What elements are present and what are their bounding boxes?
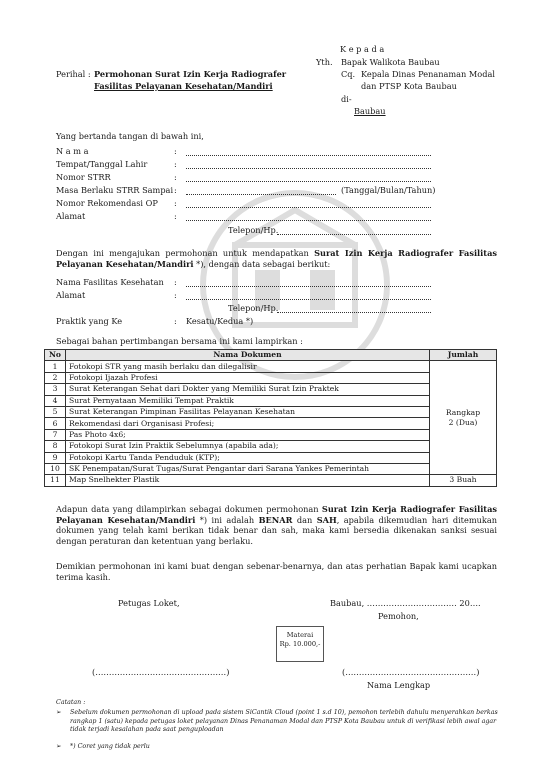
field-rekomendasi-blank[interactable]: [186, 200, 431, 208]
recipient-di: di-: [341, 94, 352, 104]
row-no: 1: [45, 361, 66, 372]
intro-text: Yang bertanda tangan di bawah ini,: [56, 131, 204, 141]
row-no: 4: [45, 395, 66, 406]
row-no: 5: [45, 406, 66, 417]
field-masa-suffix: (Tanggal/Bulan/Tahun): [341, 185, 436, 195]
field-masa-blank[interactable]: [186, 187, 336, 195]
last-qty-cell: 3 Buah: [430, 475, 497, 486]
rangkap-cell: [430, 361, 497, 475]
row-no: 8: [45, 441, 66, 452]
field-alamat2-colon: :: [174, 290, 177, 300]
petugas-signature-blank: (…………………………………………): [92, 667, 230, 677]
row-doc: Fotokopi STR yang masih berlaku dan dilegalisir: [66, 361, 430, 372]
perihal-label: Perihal :: [56, 69, 91, 79]
perihal-line1: Permohonan Surat Izin Kerja Radiografer: [94, 69, 287, 79]
note-2-text: *) Coret yang tidak perlu: [70, 743, 150, 750]
recipient-cq: Cq.: [341, 69, 356, 79]
city-date: Baubau, …………………………… 20….: [330, 598, 481, 608]
recipient-line3: dan PTSP Kota Baubau: [361, 81, 457, 91]
field-strr-colon: :: [174, 172, 177, 182]
row-doc: Rekomendasi dari Organisasi Profesi;: [66, 418, 430, 429]
row-doc: Fotokopi Surat Izin Praktik Sebelumnya (apabila ada);: [66, 441, 430, 452]
field-alamat-blank[interactable]: [186, 213, 431, 221]
col-no-header: No: [45, 350, 66, 361]
table-row: [45, 429, 497, 440]
petugas-label: Petugas Loket,: [118, 598, 180, 608]
recipient-kepada: K e p a d a: [340, 44, 385, 54]
statement-paragraph: Adapun data yang dilampirkan sebagai dokumen permohonan Surat Izin Kerja Radiografer Fasilitas Pelayanan Kesehatan/Mandiri *) ini adalah BENAR dan SAH, apabila dikemudian hari ditemukan dokumen yang telah kami berikan tidak benar dan sah, maka kami bersedia dikenakan sanksi sesuai dengan peraturan dan ketentuan yang berlaku.: [56, 504, 497, 546]
field-rekomendasi-label: Nomor Rekomendasi OP: [56, 198, 158, 208]
recipient-place: Baubau: [354, 106, 386, 116]
field-nama-colon: :: [174, 146, 177, 156]
row-doc: Pas Photo 4x6;: [66, 429, 430, 440]
table-header-row: [45, 350, 497, 361]
rangkap-line2: 2 (Dua): [448, 417, 478, 427]
row-doc: Fotokopi Ijazah Profesi: [66, 372, 430, 383]
table-row: [45, 406, 497, 417]
col-doc-header: Nama Dokumen: [66, 350, 430, 361]
table-row: [45, 463, 497, 474]
field-strr-label: Nomor STRR: [56, 172, 111, 182]
field-masa-colon: :: [174, 185, 177, 195]
rangkap-line1: Rangkap: [445, 407, 481, 417]
row-doc: Fotokopi Kartu Tanda Penduduk (KTP);: [66, 452, 430, 463]
field-alamat2-blank[interactable]: [186, 292, 431, 300]
recipient-yth: Yth.: [316, 57, 333, 67]
field-masa-label: Masa Berlaku STRR Sampai: [56, 185, 174, 195]
field-ttl-blank[interactable]: [186, 161, 431, 169]
row-no: 3: [45, 384, 66, 395]
table-row: [45, 452, 497, 463]
note-1: [56, 709, 501, 735]
perihal-line2: Fasilitas Pelayanan Kesehatan/Mandiri: [94, 81, 273, 91]
nama-lengkap-label: Nama Lengkap: [367, 680, 431, 690]
documents-table: [44, 349, 497, 487]
materai-line2: Rp. 10.000,-: [279, 639, 321, 648]
field-fasilitas-label: Nama Fasilitas Kesehatan: [56, 277, 164, 287]
closing-paragraph: Demikian permohonan ini kami buat dengan sebenar-benarnya, dan atas perhatian Bapak kami ucapkan terima kasih.: [56, 561, 497, 582]
row-no: 6: [45, 418, 66, 429]
materai-line1: Materai: [286, 631, 314, 639]
materai-box: [276, 626, 324, 662]
row-doc: Map Snelhekter Plastik: [66, 475, 430, 486]
field-alamat2-label: Alamat: [56, 290, 86, 300]
table-row: [45, 475, 497, 486]
table-row: [45, 441, 497, 452]
field-alamat-label: Alamat: [56, 211, 86, 221]
note-1-text: Sebelum dokumen permohonan di upload pada sistem SiCantik Cloud (point 1 s.d 10), pemohon terlebih dahulu menyerahkan berkas rangkap 1 (satu) kepada petugas loket pelayanan Dinas Penanaman Modal dan PTSP Kota Baubau untuk di verifikasi lebih awal agar tidak terjadi kesalahan pada saat penguploadan: [70, 709, 498, 733]
field-alamat-colon: :: [174, 211, 177, 221]
field-strr-blank[interactable]: [186, 174, 431, 182]
row-no: 11: [45, 475, 66, 486]
field-ttl-colon: :: [174, 159, 177, 169]
request-paragraph: Dengan ini mengajukan permohonan untuk mendapatkan Surat Izin Kerja Radiografer Fasilitas Pelayanan Kesehatan/Mandiri *), dengan data sebagai berikut:: [56, 248, 497, 269]
field-praktik-colon: :: [174, 316, 177, 326]
row-no: 2: [45, 372, 66, 383]
table-row: [45, 418, 497, 429]
field-telepon-blank[interactable]: [277, 227, 431, 235]
row-no: 10: [45, 463, 66, 474]
notes-title: Catatan :: [56, 699, 86, 706]
table-intro: Sebagai bahan pertimbangan bersama ini kami lampirkan :: [56, 336, 303, 346]
field-nama-blank[interactable]: [186, 148, 431, 156]
note-arrow-icon: ➢: [56, 743, 62, 750]
note-2: [56, 743, 501, 752]
field-nama-label: N a m a: [56, 146, 89, 156]
row-no: 9: [45, 452, 66, 463]
col-jumlah-header: Jumlah: [430, 350, 497, 361]
recipient-line1: Bapak Walikota Baubau: [341, 57, 440, 67]
field-fasilitas-blank[interactable]: [186, 279, 431, 287]
field-praktik-label: Praktik yang Ke: [56, 316, 123, 326]
field-ttl-label: Tempat/Tanggal Lahir: [56, 159, 148, 169]
pemohon-label: Pemohon,: [378, 611, 419, 621]
row-doc: Surat Pernyataan Memiliki Tempat Praktik: [66, 395, 430, 406]
row-no: 7: [45, 429, 66, 440]
row-doc: Surat Keterangan Sehat dari Dokter yang Memiliki Surat Izin Praktek: [66, 384, 430, 395]
field-telepon2-label: Telepon/Hp.: [228, 303, 279, 313]
pemohon-signature-blank: (…………………………………………): [342, 667, 480, 677]
field-rekomendasi-colon: :: [174, 198, 177, 208]
row-doc: SK Penempatan/Surat Tugas/Surat Pengantar dari Sarana Yankes Pemerintah: [66, 463, 430, 474]
field-praktik-value[interactable]: Kesatu/Kedua *): [186, 316, 254, 326]
table-row: [45, 395, 497, 406]
table-row: [45, 384, 497, 395]
recipient-line2: Kepala Dinas Penanaman Modal: [361, 69, 495, 79]
field-telepon-label: Telepon/Hp.: [228, 225, 279, 235]
row-doc: Surat Keterangan Pimpinan Fasilitas Pelayanan Kesehatan: [66, 406, 430, 417]
table-row: [45, 372, 497, 383]
field-telepon2-blank[interactable]: [277, 305, 431, 313]
field-fasilitas-colon: :: [174, 277, 177, 287]
note-arrow-icon: ➢: [56, 709, 62, 716]
table-row: [45, 361, 497, 372]
